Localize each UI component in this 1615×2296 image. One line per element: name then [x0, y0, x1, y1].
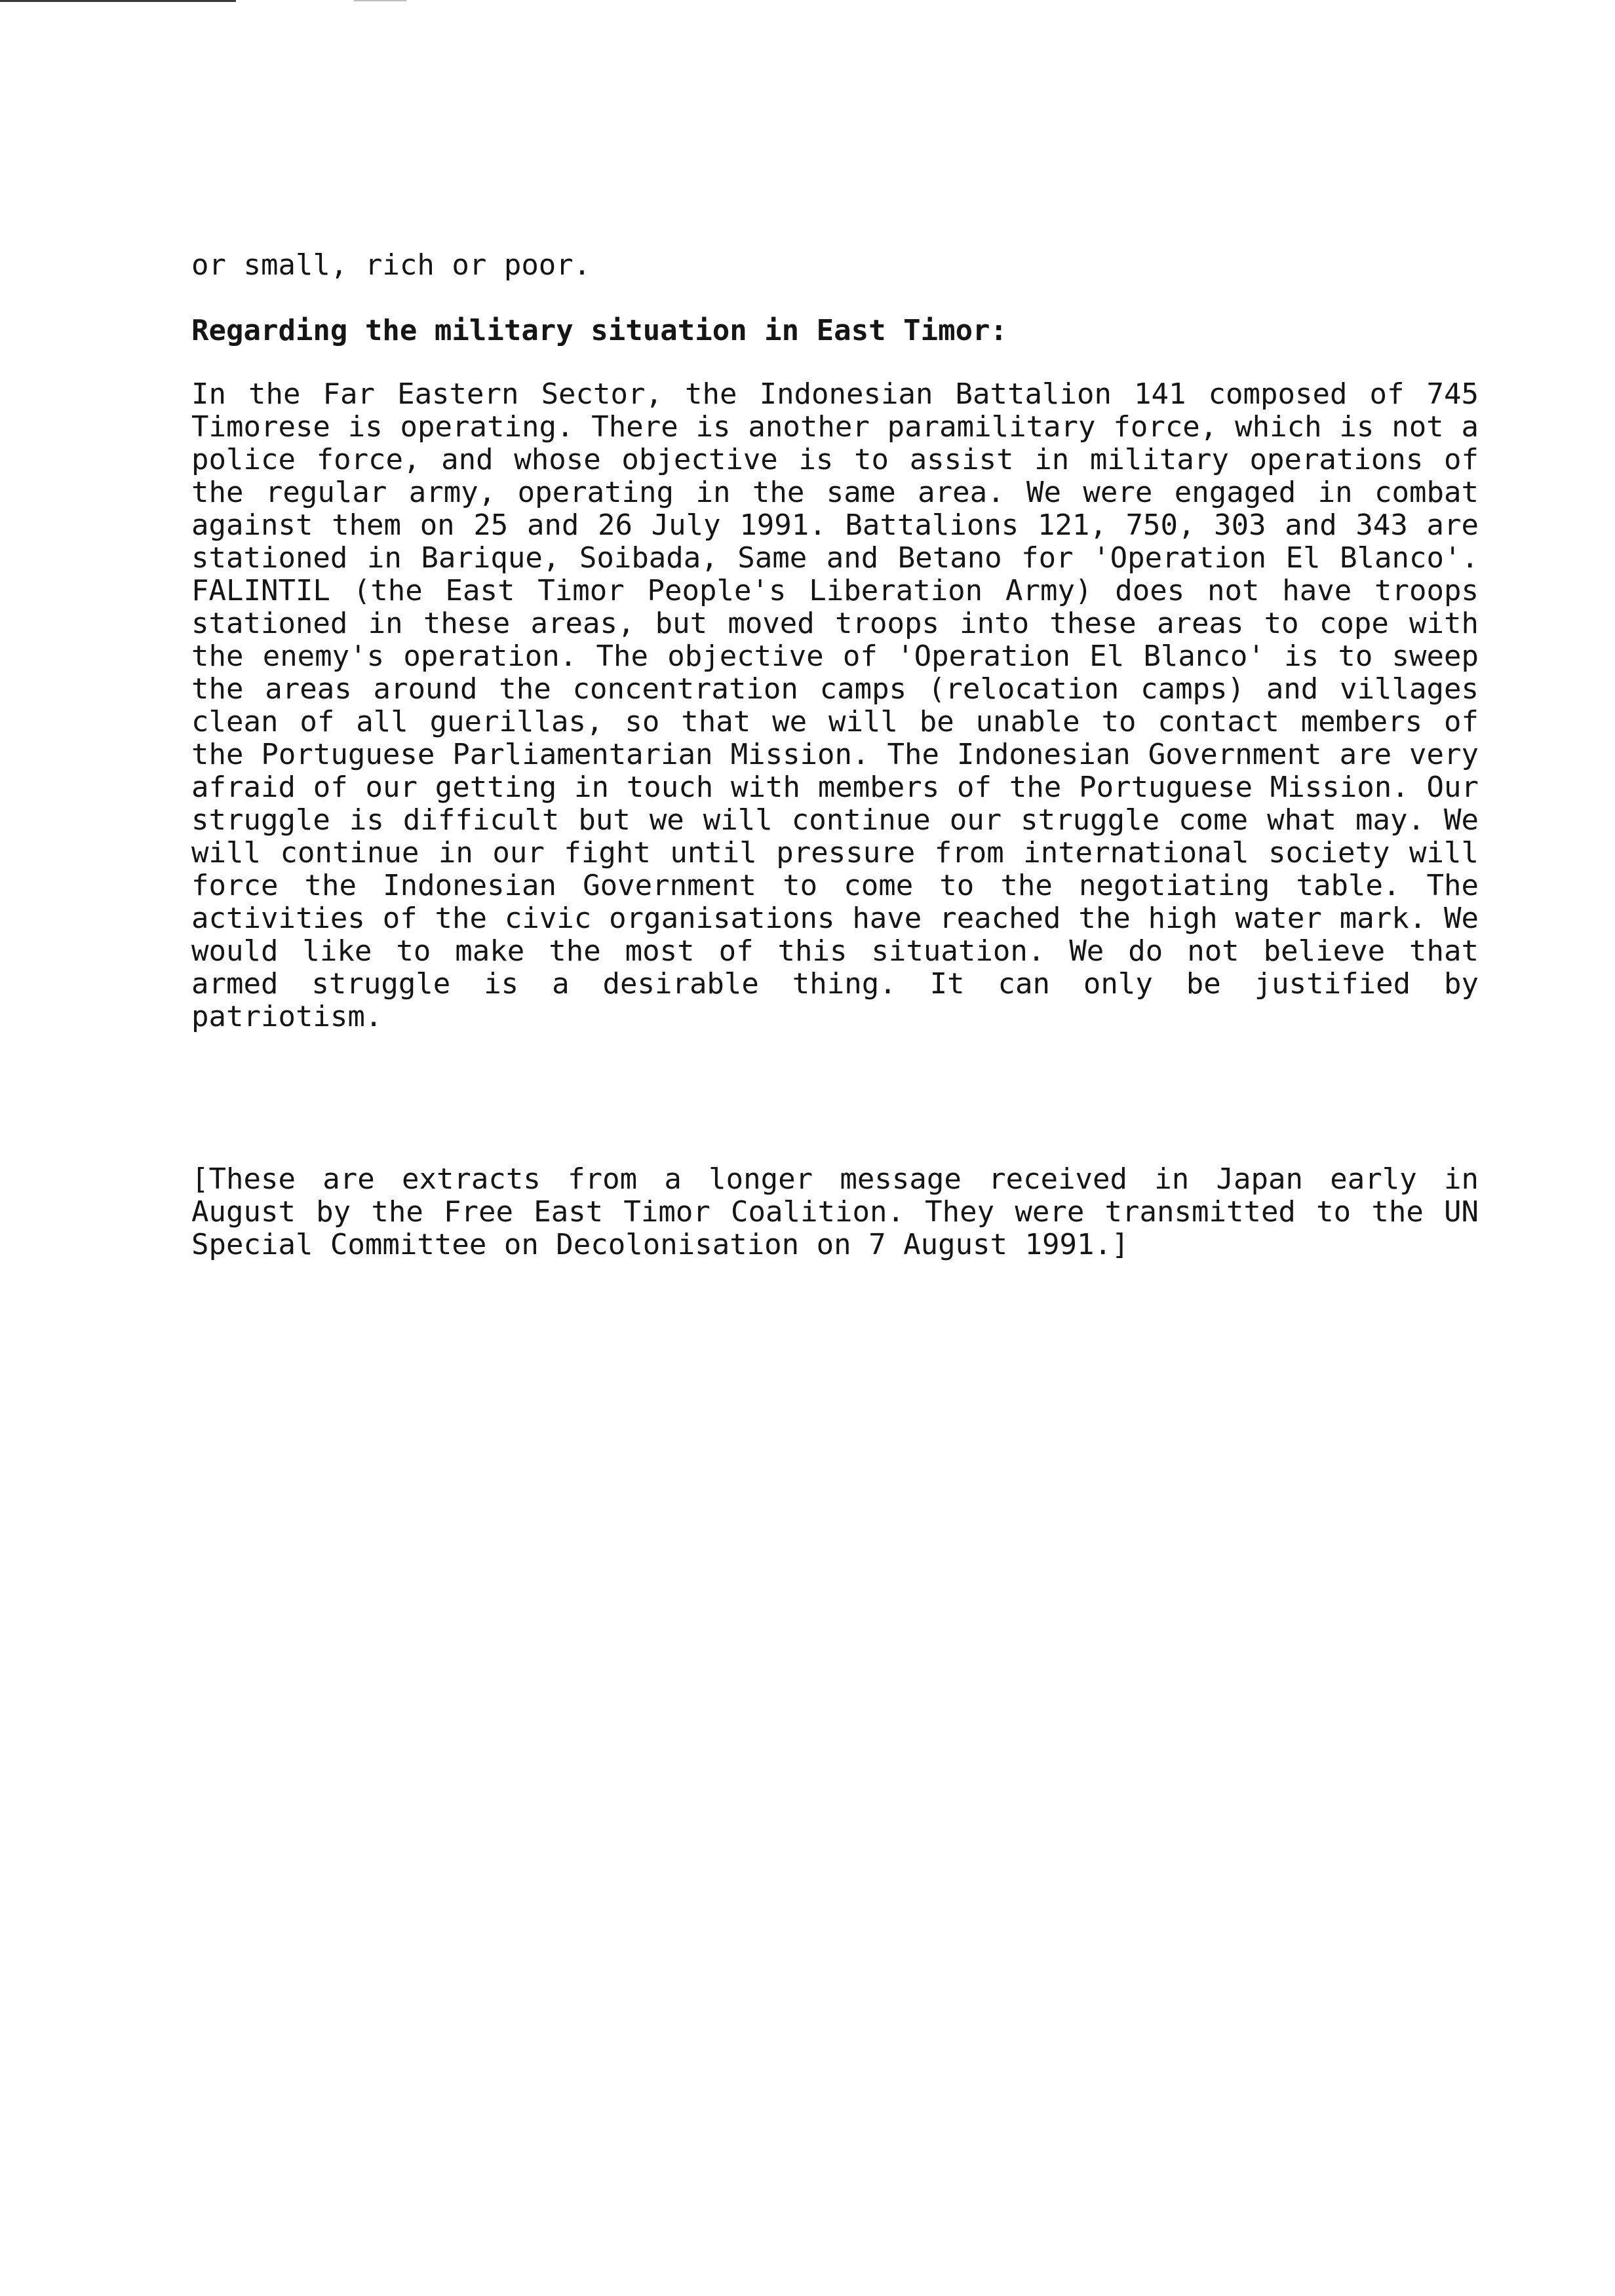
- body-paragraph: In the Far Eastern Sector, the Indonesian Battalion 141 composed of 745 Timorese is operating. There is another paramilitary force, which is not a police force, and whose objective is to assist in military operations of the regular army, operating in the same area. We were engaged in combat against them on 25 and 26 July 1991. Battalions 121, 750, 303 and 343 are stationed in Barique, Soibada, Same and Betano for 'Operation El Blanco'. FALINTIL (the East Timor People's Liberation Army) does not have troops stationed in these areas, but moved troops into these areas to cope with the enemy's operation. The objective of 'Operation El Blanco' is to sweep the areas around the concentration camps (relocation camps) and villages clean of all guerillas, so that we will be unable to contact members of the Portuguese Parliamentarian Mission. The Indonesian Government are very afraid of our getting in touch with members of the Portuguese Mission. Our struggle is difficult but we will continue our struggle come what may. We will continue in our fight until pressure from international society will force the Indonesian Government to come to the negotiating table. The activities of the civic organisations have reached the high water mark. We would like to make the most of this situation. We do not believe that armed struggle is a desirable thing. It can only be justified by patriotism.: [191, 377, 1479, 1033]
- editor-note: [These are extracts from a longer message received in Japan early in August by the Free East Timor Coalition. They were transmitted to the UN Special Committee on Decolonisation on 7 August 1991.]: [191, 1162, 1479, 1261]
- intro-line: or small, rich or poor.: [191, 248, 591, 282]
- section-heading: Regarding the military situation in East Timor:: [191, 314, 1008, 347]
- scan-edge-mark: [0, 0, 236, 2]
- scan-edge-mark: [354, 0, 406, 1]
